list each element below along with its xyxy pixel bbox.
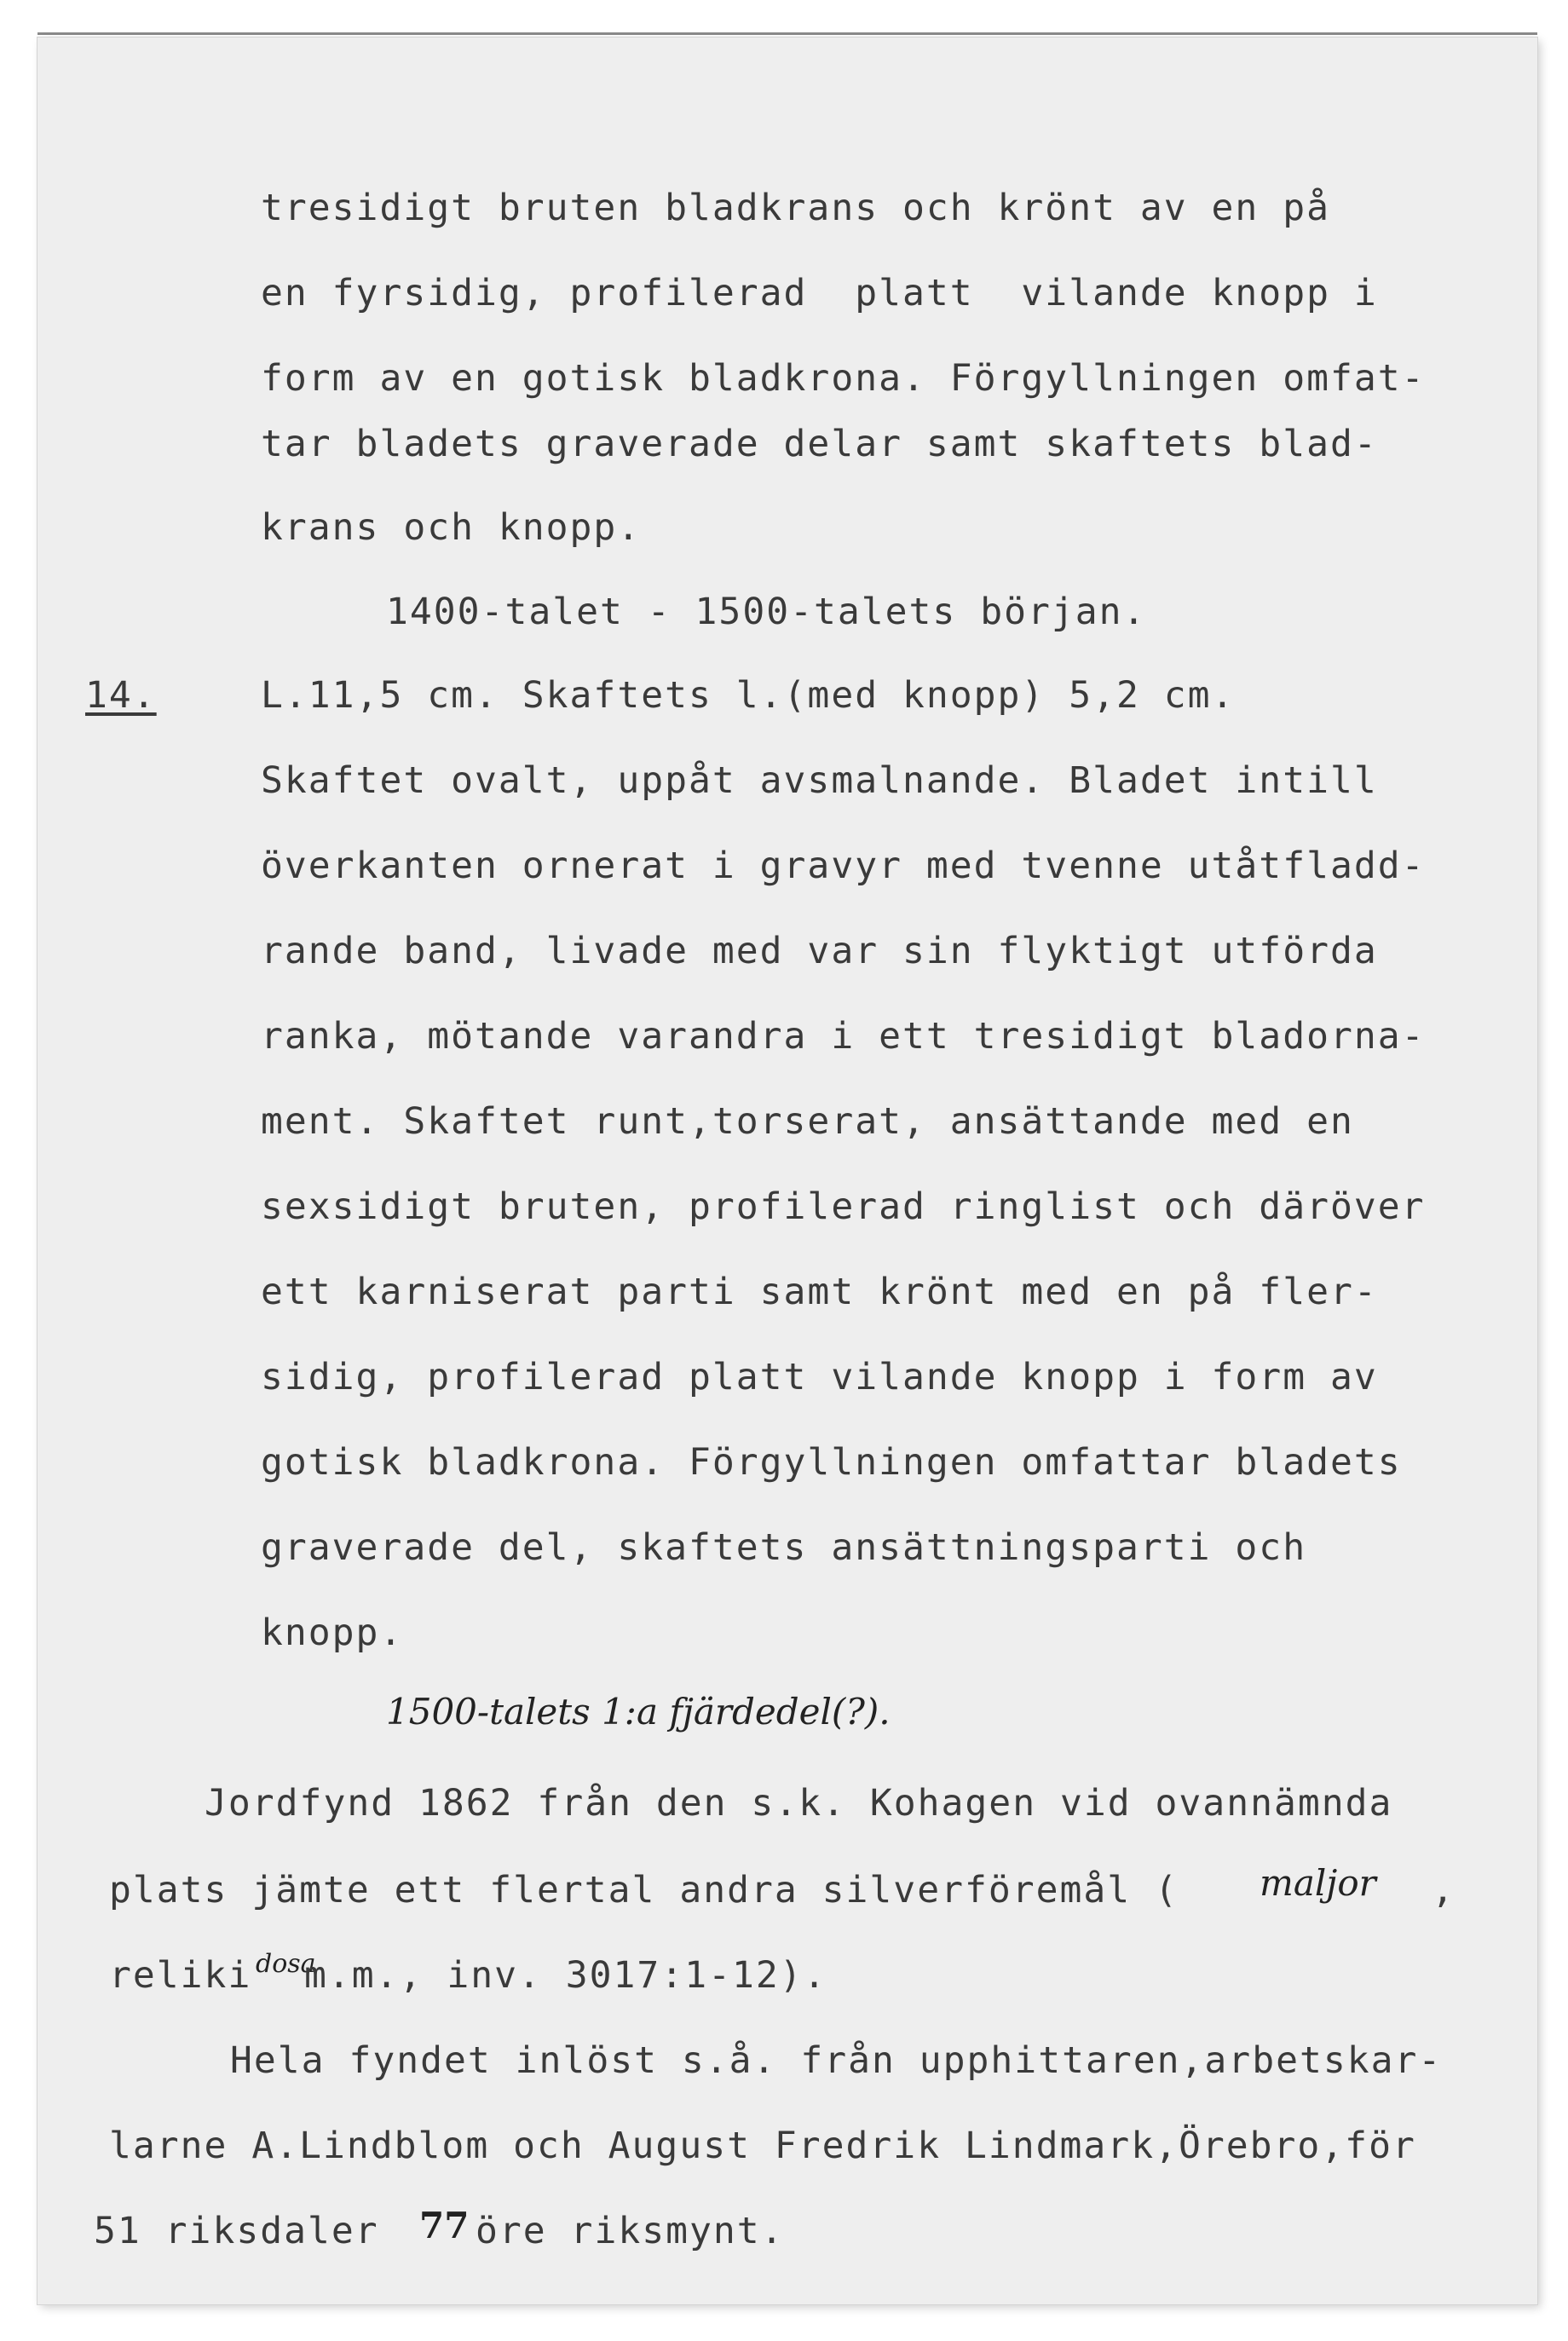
text-line: knopp. [261, 1612, 404, 1654]
text-line: 51 riksdaler [94, 2210, 379, 2252]
text-line: sidig, profilerad platt vilande knopp i form av [261, 1356, 1378, 1398]
text-line: sexsidigt bruten, profilerad ringlist och däröver [261, 1185, 1426, 1228]
text-line: rande band, livade med var sin flyktigt utförda [261, 930, 1378, 972]
text-line: öre riksmynt. [476, 2210, 785, 2252]
sheet-top-edge [37, 32, 1537, 35]
handwritten-dating-note: 1500-talets 1:a fjärdedel(?). [386, 1691, 891, 1733]
text-line: Skaftet ovalt, uppåt avsmalnande. Bladet intill [261, 759, 1378, 802]
text-line: en fyrsidig, profilerad platt vilande knopp i [261, 272, 1378, 314]
handwritten-ore-value: 77 [419, 2205, 470, 2246]
text-line: graverade del, skaftets ansättningsparti och [261, 1526, 1307, 1569]
text-line: överkanten ornerat i gravyr med tvenne utåtfladd- [261, 845, 1426, 887]
text-line: Hela fyndet inlöst s.å. från upphittaren,arbetskar- [230, 2039, 1443, 2082]
text-line: L.11,5 cm. Skaftets l.(med knopp) 5,2 cm. [261, 674, 1236, 717]
text-line: tar bladets graverade delar samt skaftets blad- [261, 423, 1378, 465]
text-line: ett karniserat parti samt krönt med en på fler- [261, 1271, 1378, 1313]
text-line: ranka, mötande varandra i ett tresidigt bladorna- [261, 1015, 1426, 1058]
text-line: gotisk bladkrona. Förgyllningen omfattar bladets [261, 1441, 1402, 1484]
text-line: tresidigt bruten bladkrans och krönt av en på [261, 187, 1330, 229]
text-line: m.m., inv. 3017:1-12). [304, 1954, 827, 1997]
text-line: , [1432, 1869, 1456, 1911]
text-line: plats jämte ett flertal andra silverföremål ( [109, 1869, 1179, 1911]
text-line: larne A.Lindblom och August Fredrik Lindmark,Örebro,för [109, 2125, 1416, 2167]
item-number: 14. [85, 674, 157, 717]
handwritten-dosa: dosa [256, 1949, 316, 1979]
text-line: form av en gotisk bladkrona. Förgyllningen omfat- [261, 357, 1426, 400]
text-line: Jordfynd 1862 från den s.k. Kohagen vid ovannämnda [205, 1782, 1393, 1825]
handwritten-maljor: maljor [1260, 1862, 1376, 1904]
text-line: krans och knopp. [261, 506, 642, 549]
text-line: ment. Skaftet runt,torserat, ansättande med en [261, 1100, 1354, 1143]
text-line: reliki [109, 1954, 252, 1997]
dating-line: 1400-talet - 1500-talets början. [386, 591, 1147, 633]
